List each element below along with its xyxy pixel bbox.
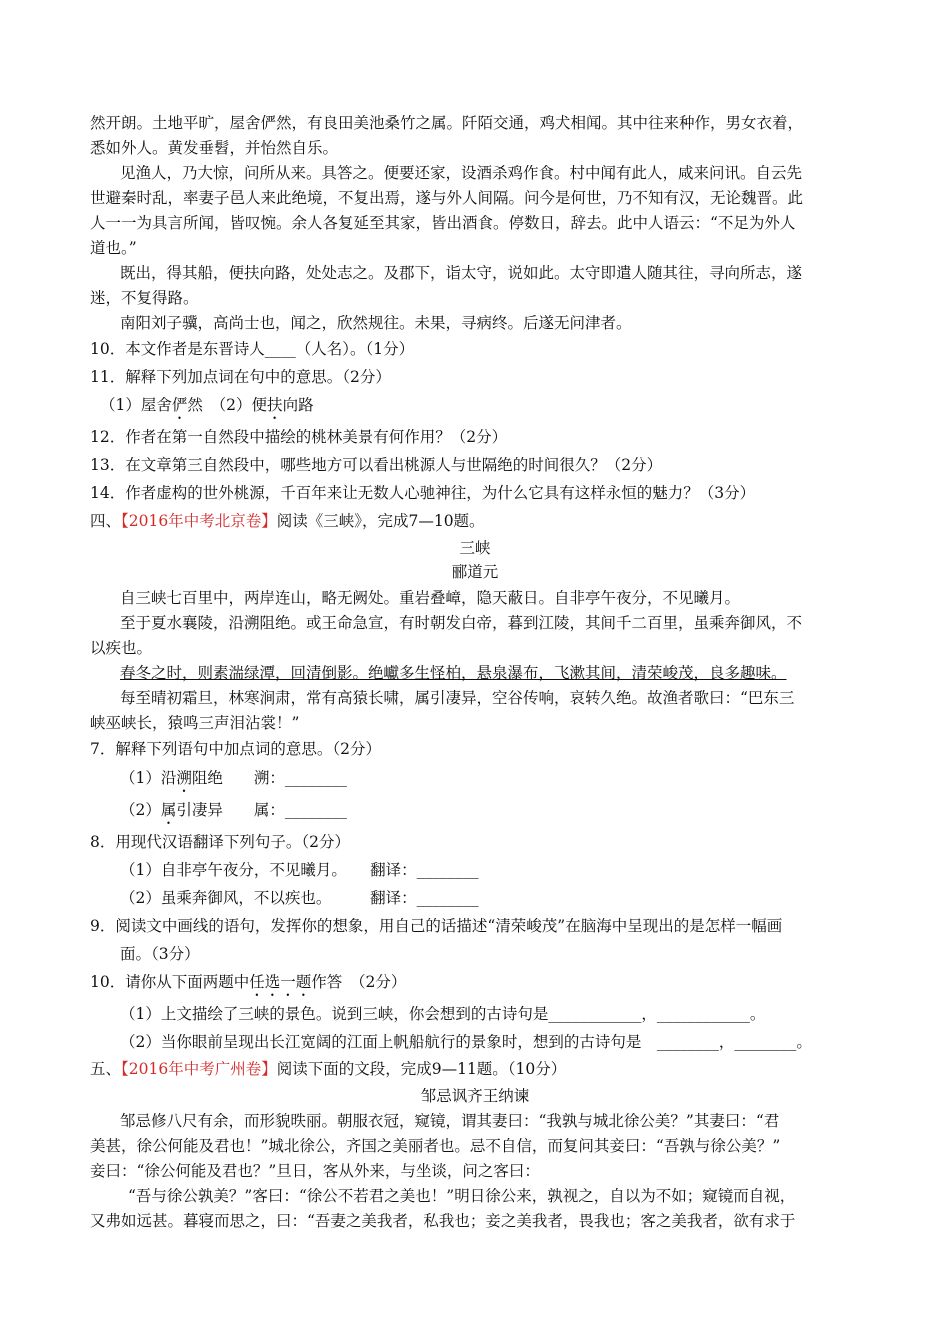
question-10b: 10．请你从下面两题中任选一题作答 （2分） (90, 973, 407, 991)
passage-author: 郦道元 (451, 563, 499, 581)
passage-line: 美甚，徐公何能及君也！”城北徐公，齐国之美丽者也。忌不自信，而复问其妾曰：“吾孰与徐公美？” (90, 1137, 781, 1155)
passage-line: 迷，不复得路。 (90, 289, 199, 307)
dotted-char: 溯 (176, 769, 192, 787)
question-14: 14．作者虚构的世外桃源，千百年来让无数人心驰神往，为什么它具有这样永恒的魅力？（3分） (90, 484, 756, 502)
source-tag: 【2016年中考北京卷】 (121, 512, 277, 530)
question-8-item-1: （1）自非亭午夜分，不见曦月。 翻译：________ (120, 861, 479, 879)
passage-line: 又弗如远甚。暮寝而思之，曰：“吾妻之美我者，私我也；妾之美我者，畏我也；客之美我者，欲有求于 (90, 1212, 796, 1230)
passage-line: 见渔人，乃大惊，问所从来。具答之。便要还家，设酒杀鸡作食。村中闻有此人，咸来问讯。自云先 (120, 164, 803, 182)
question-9: 9．阅读文中画线的语句，发挥你的想象，用自己的话描述“清荣峻茂”在脑海中呈现出的是怎样一幅画 (90, 917, 783, 935)
section-5-heading: 五、【2016年中考广州卷】阅读下面的文段，完成9—11题。（10分） (90, 1060, 567, 1078)
question-7: 7．解释下列语句中加点词的意思。（2分） (90, 740, 381, 758)
passage-title: 三峡 (459, 539, 491, 557)
question-10b-item-1: （1）上文描绘了三峡的景色。说到三峡，你会想到的古诗句是____________，____________。 (120, 1005, 766, 1023)
passage-line: 每至晴初霜旦，林寒涧肃，常有高猿长啸，属引凄异，空谷传响，哀转久绝。故渔者歌曰：“巴东三 (120, 689, 795, 707)
question-12: 12．作者在第一自然段中描绘的桃林美景有何作用？（2分） (90, 428, 508, 446)
passage-line: 然开朗。土地平旷，屋舍俨然，有良田美池桑竹之属。阡陌交通，鸡犬相闻。其中往来种作，男女衣着， (90, 114, 804, 132)
passage-line: 世避秦时乱，率妻子邑人来此绝境，不复出焉，遂与外人间隔。问今是何世，乃不知有汉，无论魏晋。此 (90, 189, 804, 207)
question-7-item-2: （2）属引凄异 属：________ (120, 801, 347, 819)
passage-line: 以疾也。 (90, 639, 153, 657)
passage-title: 邹忌讽齐王纳谏 (420, 1087, 530, 1105)
question-8-item-2: （2）虽乘奔御风，不以疾也。 翻译：________ (120, 889, 479, 907)
question-13: 13．在文章第三自然段中，哪些地方可以看出桃源人与世隔绝的时间很久？（2分） (90, 456, 663, 474)
passage-line: 峡巫峡长，猿鸣三声泪沾裳！” (90, 714, 300, 732)
question-8: 8．用现代汉语翻译下列句子。（2分） (90, 833, 350, 851)
dotted-char: 俨 (171, 396, 188, 414)
question-11: 11．解释下列加点词在句中的意思。（2分） (90, 368, 391, 386)
passage-line: 自三峡七百里中，两岸连山，略无阙处。重岩叠嶂，隐天蔽日。自非亭午夜分，不见曦月。 (120, 589, 741, 607)
passage-line: 邹忌修八尺有余，而形貌昳丽。朝服衣冠，窥镜，谓其妻曰：“我孰与城北徐公美？”其妻曰：“君 (120, 1112, 780, 1130)
question-7-item-1: （1）沿溯阻绝 溯：________ (120, 769, 347, 787)
dotted-text: 任选一题 (249, 973, 312, 991)
dotted-char: 属 (160, 801, 177, 819)
passage-line: 悉如外人。黄发垂髫，并怡然自乐。 (90, 139, 339, 157)
dotted-char: 扶 (267, 396, 283, 414)
question-11-items: （1）屋舍俨然 （2）便扶向路 (100, 396, 314, 414)
source-tag: 【2016年中考广州卷】 (121, 1060, 277, 1078)
question-10: 10．本文作者是东晋诗人____（人名）。（1分） (90, 340, 415, 358)
passage-line: 既出，得其船，便扶向路，处处志之。及郡下，诣太守，说如此。太守即遣人随其往，寻向所志，遂 (120, 264, 803, 282)
section-4-heading: 四、【2016年中考北京卷】阅读《三峡》，完成7—10题。 (90, 512, 485, 530)
underlined-passage-line: 春冬之时，则素湍绿潭，回清倒影。绝巘多生怪柏，悬泉瀑布，飞漱其间，清荣峻茂，良多趣味。 (120, 664, 787, 682)
question-9-cont: 面。（3分） (120, 945, 200, 963)
passage-line: 人一一为具言所闻，皆叹惋。余人各复延至其家，皆出酒食。停数日，辞去。此中人语云：“不足为外人 (90, 214, 796, 232)
passage-line: 至于夏水襄陵，沿溯阻绝。或王命急宣，有时朝发白帝，暮到江陵，其间千二百里，虽乘奔御风，不 (120, 614, 803, 632)
passage-line: 南阳刘子骥，高尚士也，闻之，欣然规往。未果，寻病终。后遂无问津者。 (120, 314, 632, 332)
passage-line: “吾与徐公孰美？”客曰：“徐公不若君之美也！”明日徐公来，孰视之，自以为不如；窥镜而自视， (128, 1187, 796, 1205)
passage-line: 道也。” (90, 239, 137, 257)
question-10b-item-2: （2）当你眼前呈现出长江宽阔的江面上帆船航行的景象时，想到的古诗句是 ________，________。 (120, 1033, 812, 1051)
passage-line: 妾曰：“徐公何能及君也？”旦日，客从外来，与坐谈，问之客曰： (90, 1162, 540, 1180)
